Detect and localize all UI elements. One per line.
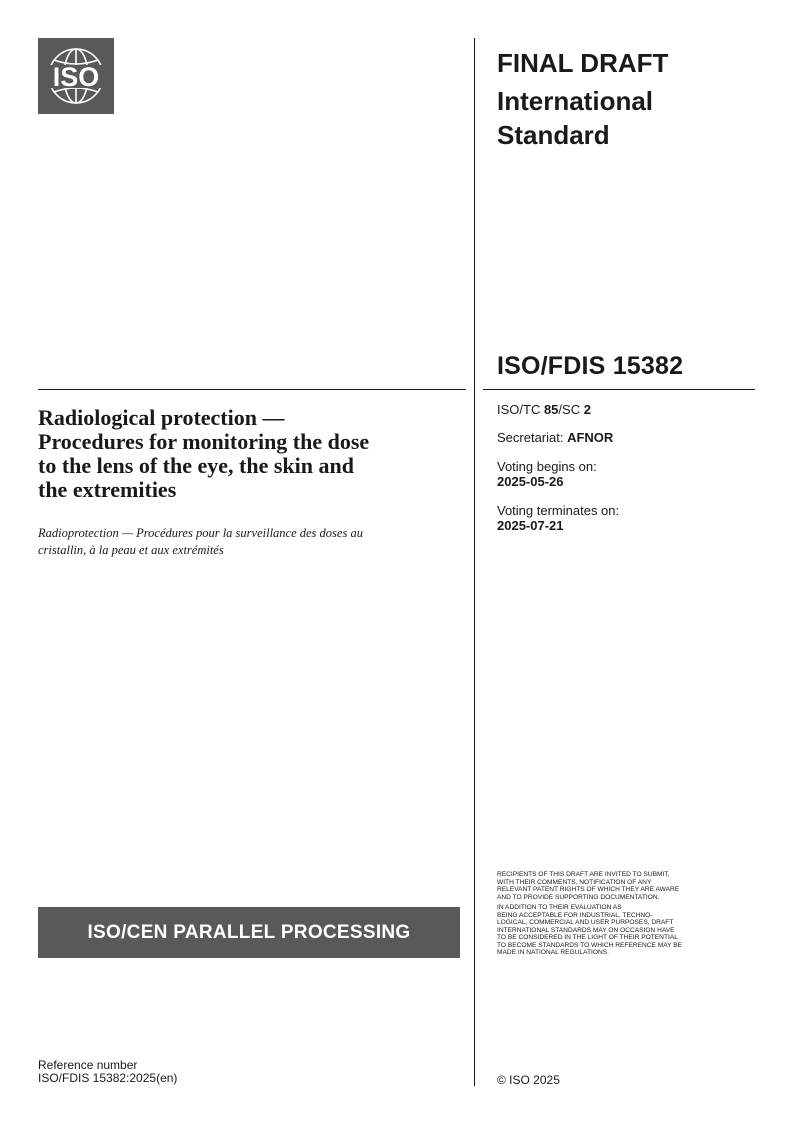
document-type-line-1: International	[497, 86, 654, 116]
reference-number-value: ISO/FDIS 15382:2025(en)	[38, 1071, 178, 1085]
horizontal-rule-right	[483, 389, 755, 390]
notice-line: MADE IN NATIONAL REGULATIONS.	[497, 949, 609, 956]
title-english-line-1: Radiological protection —	[38, 405, 285, 430]
secretariat-value: AFNOR	[567, 430, 614, 445]
notice-line: BEING ACCEPTABLE FOR INDUSTRIAL, TECHNO-	[497, 911, 653, 919]
title-english-line-3: to the lens of the eye, the skin and	[38, 453, 354, 478]
title-english-line-4: the extremities	[38, 477, 177, 502]
secretariat-label: Secretariat:	[497, 430, 568, 445]
voting-begins	[497, 459, 597, 489]
notice-line: RELEVANT PATENT RIGHTS OF WHICH THEY ARE AWARE	[497, 886, 680, 893]
standard-number: ISO/FDIS 15382	[497, 352, 684, 380]
notice-paragraph-2	[497, 904, 759, 957]
reference-number-label: Reference number	[38, 1058, 138, 1072]
document-stage: FINAL DRAFT	[497, 48, 669, 78]
title-french-line-1: Radioprotection — Procédures pour la surveillance des doses au	[38, 526, 363, 540]
logo-text: ISO	[52, 62, 100, 92]
sc-number: 2	[583, 402, 591, 417]
copyright: © ISO 2025	[497, 1073, 560, 1087]
notice-line: LOGICAL, COMMERCIAL AND USER PURPOSES, DRAFT	[497, 919, 674, 926]
technical-committee	[497, 402, 591, 417]
notice-line: AND TO PROVIDE SUPPORTING DOCUMENTATION.	[497, 893, 660, 901]
notice-line: TO BE CONSIDERED IN THE LIGHT OF THEIR POTENTIAL	[497, 934, 678, 941]
voting-begins-label: Voting begins on:	[497, 459, 597, 474]
voting-terminates-label: Voting terminates on:	[497, 503, 620, 518]
notice-paragraph-1	[497, 871, 759, 901]
horizontal-rule-left	[38, 389, 466, 390]
sc-prefix: /SC	[558, 402, 584, 417]
draft-notice	[497, 871, 759, 960]
voting-begins-date: 2025-05-26	[497, 474, 564, 489]
voting-terminates-date: 2025-07-21	[497, 518, 564, 533]
document-type	[497, 84, 767, 152]
notice-line: WITH THEIR COMMENTS, NOTIFICATION OF ANY	[497, 878, 652, 886]
voting-terminates	[497, 503, 619, 533]
tc-prefix: ISO/TC	[497, 402, 544, 417]
tc-number: 85	[543, 402, 559, 417]
notice-line: TO BECOME STANDARDS TO WHICH REFERENCE MAY BE	[497, 941, 683, 949]
iso-logo	[38, 38, 114, 114]
notice-line: RECIPIENTS OF THIS DRAFT ARE INVITED TO SUBMIT,	[497, 871, 670, 878]
vertical-divider	[474, 38, 475, 1086]
notice-line: IN ADDITION TO THEIR EVALUATION AS	[497, 904, 622, 911]
title-english	[38, 406, 458, 502]
title-french	[38, 525, 458, 559]
document-type-line-2: Standard	[497, 120, 610, 150]
parallel-processing-banner: ISO/CEN PARALLEL PROCESSING	[38, 907, 460, 958]
iso-globe-icon	[38, 38, 114, 114]
notice-line: INTERNATIONAL STANDARDS MAY ON OCCASION HAVE	[497, 926, 675, 934]
title-english-line-2: Procedures for monitoring the dose	[38, 429, 370, 454]
secretariat	[497, 430, 613, 445]
title-french-line-2: cristallin, à la peau et aux extrémités	[38, 543, 224, 557]
